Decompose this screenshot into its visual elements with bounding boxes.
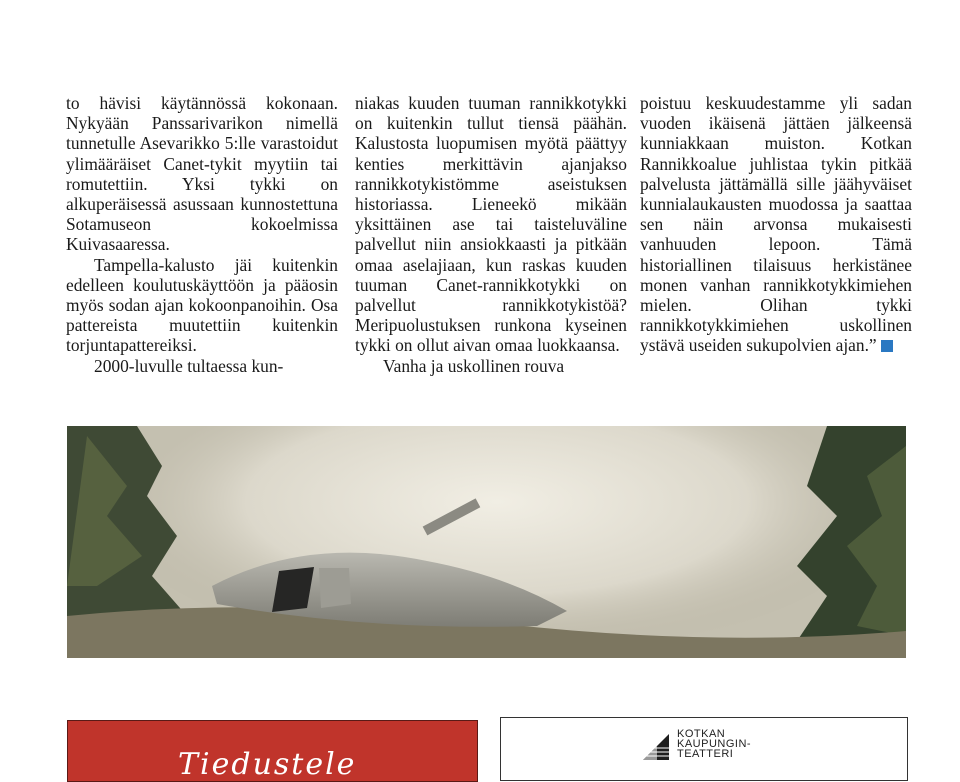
logo-line: TEATTERI xyxy=(677,748,734,760)
paragraph: Tampella-kalusto jäi kuitenkin edelleen koulutuskäyttöön ja pääosin myös sodan ajan kokoonpanoihin. Osa pattereista muutettiin kuitenkin torjuntapattereiksi. xyxy=(66,254,338,356)
theatre-logo-text xyxy=(677,729,751,759)
article-column-2 xyxy=(355,93,627,376)
ad-script-text: Tiedustele xyxy=(178,747,357,782)
paragraph: to hävisi käytännössä kokonaan. Nykyään Panssarivarikon nimellä tunnetulle Asevarikko 5:lle varastoidut ylimääräiset Canet-tykit myytiin tai romutettiin. Yksi tykki on alkuperäisessä asussaan kunnostettuna Sotamuseon kokoelmissa Kuivasaaressa. xyxy=(66,93,338,255)
logo-line: KAUPUNGIN- xyxy=(677,738,752,750)
paragraph: Vanha ja uskollinen rouva xyxy=(383,355,565,376)
paragraph: 2000-luvulle tultaessa kun- xyxy=(94,355,284,376)
end-of-article-mark xyxy=(881,340,893,352)
paragraph xyxy=(640,93,912,356)
kotka-theatre-logo-icon xyxy=(641,732,671,762)
logo-line: KOTKAN xyxy=(677,728,726,740)
photo-illustration xyxy=(67,426,906,658)
article-column-1 xyxy=(66,93,338,376)
paragraph-text: poistuu keskuudestamme yli sadan vuoden ikäisenä jättäen jälkeensä kunniakkaan muiston. Kotkan Rannikkoalue juhlistaa tykin pitkää palvelusta jättämällä sille jäähyväiset kunnialaukausten muodossa ja saattaa sen näin arvonsa mukaisesti vanhuuden lepoon. Tämä historiallinen tilaisuus herkistänee monen vanhan rannikkotykkimiehen mielen. Olihan tykki rannikkotykkimiehen uskollinen ystävä useiden sukupolvien ajan.” xyxy=(640,93,912,356)
theatre-advertisement xyxy=(500,717,908,781)
paragraph: niakas kuuden tuuman rannikkotykki on kuitenkin tullut tiensä päähän. Kalustosta luopumisen myötä päättyy kenties merkittävin ajanjakso rannikkotykistömme aseistuksen historiassa. Lieneekö mikään yksittäinen ase tai taisteluväline palvellut niin ansiokkaasti ja pitkään omaa aselajiaan, kun raskas kuuden tuuman Canet-rannikkotykki on palvellut rannikkotykistöä? Meripuolustuksen runkona kyseinen tykki on ollut aivan omaa luokkaansa. xyxy=(355,93,627,356)
article-column-3 xyxy=(640,93,912,356)
cannon-firing-photo xyxy=(67,426,906,658)
red-advertisement xyxy=(67,720,478,782)
